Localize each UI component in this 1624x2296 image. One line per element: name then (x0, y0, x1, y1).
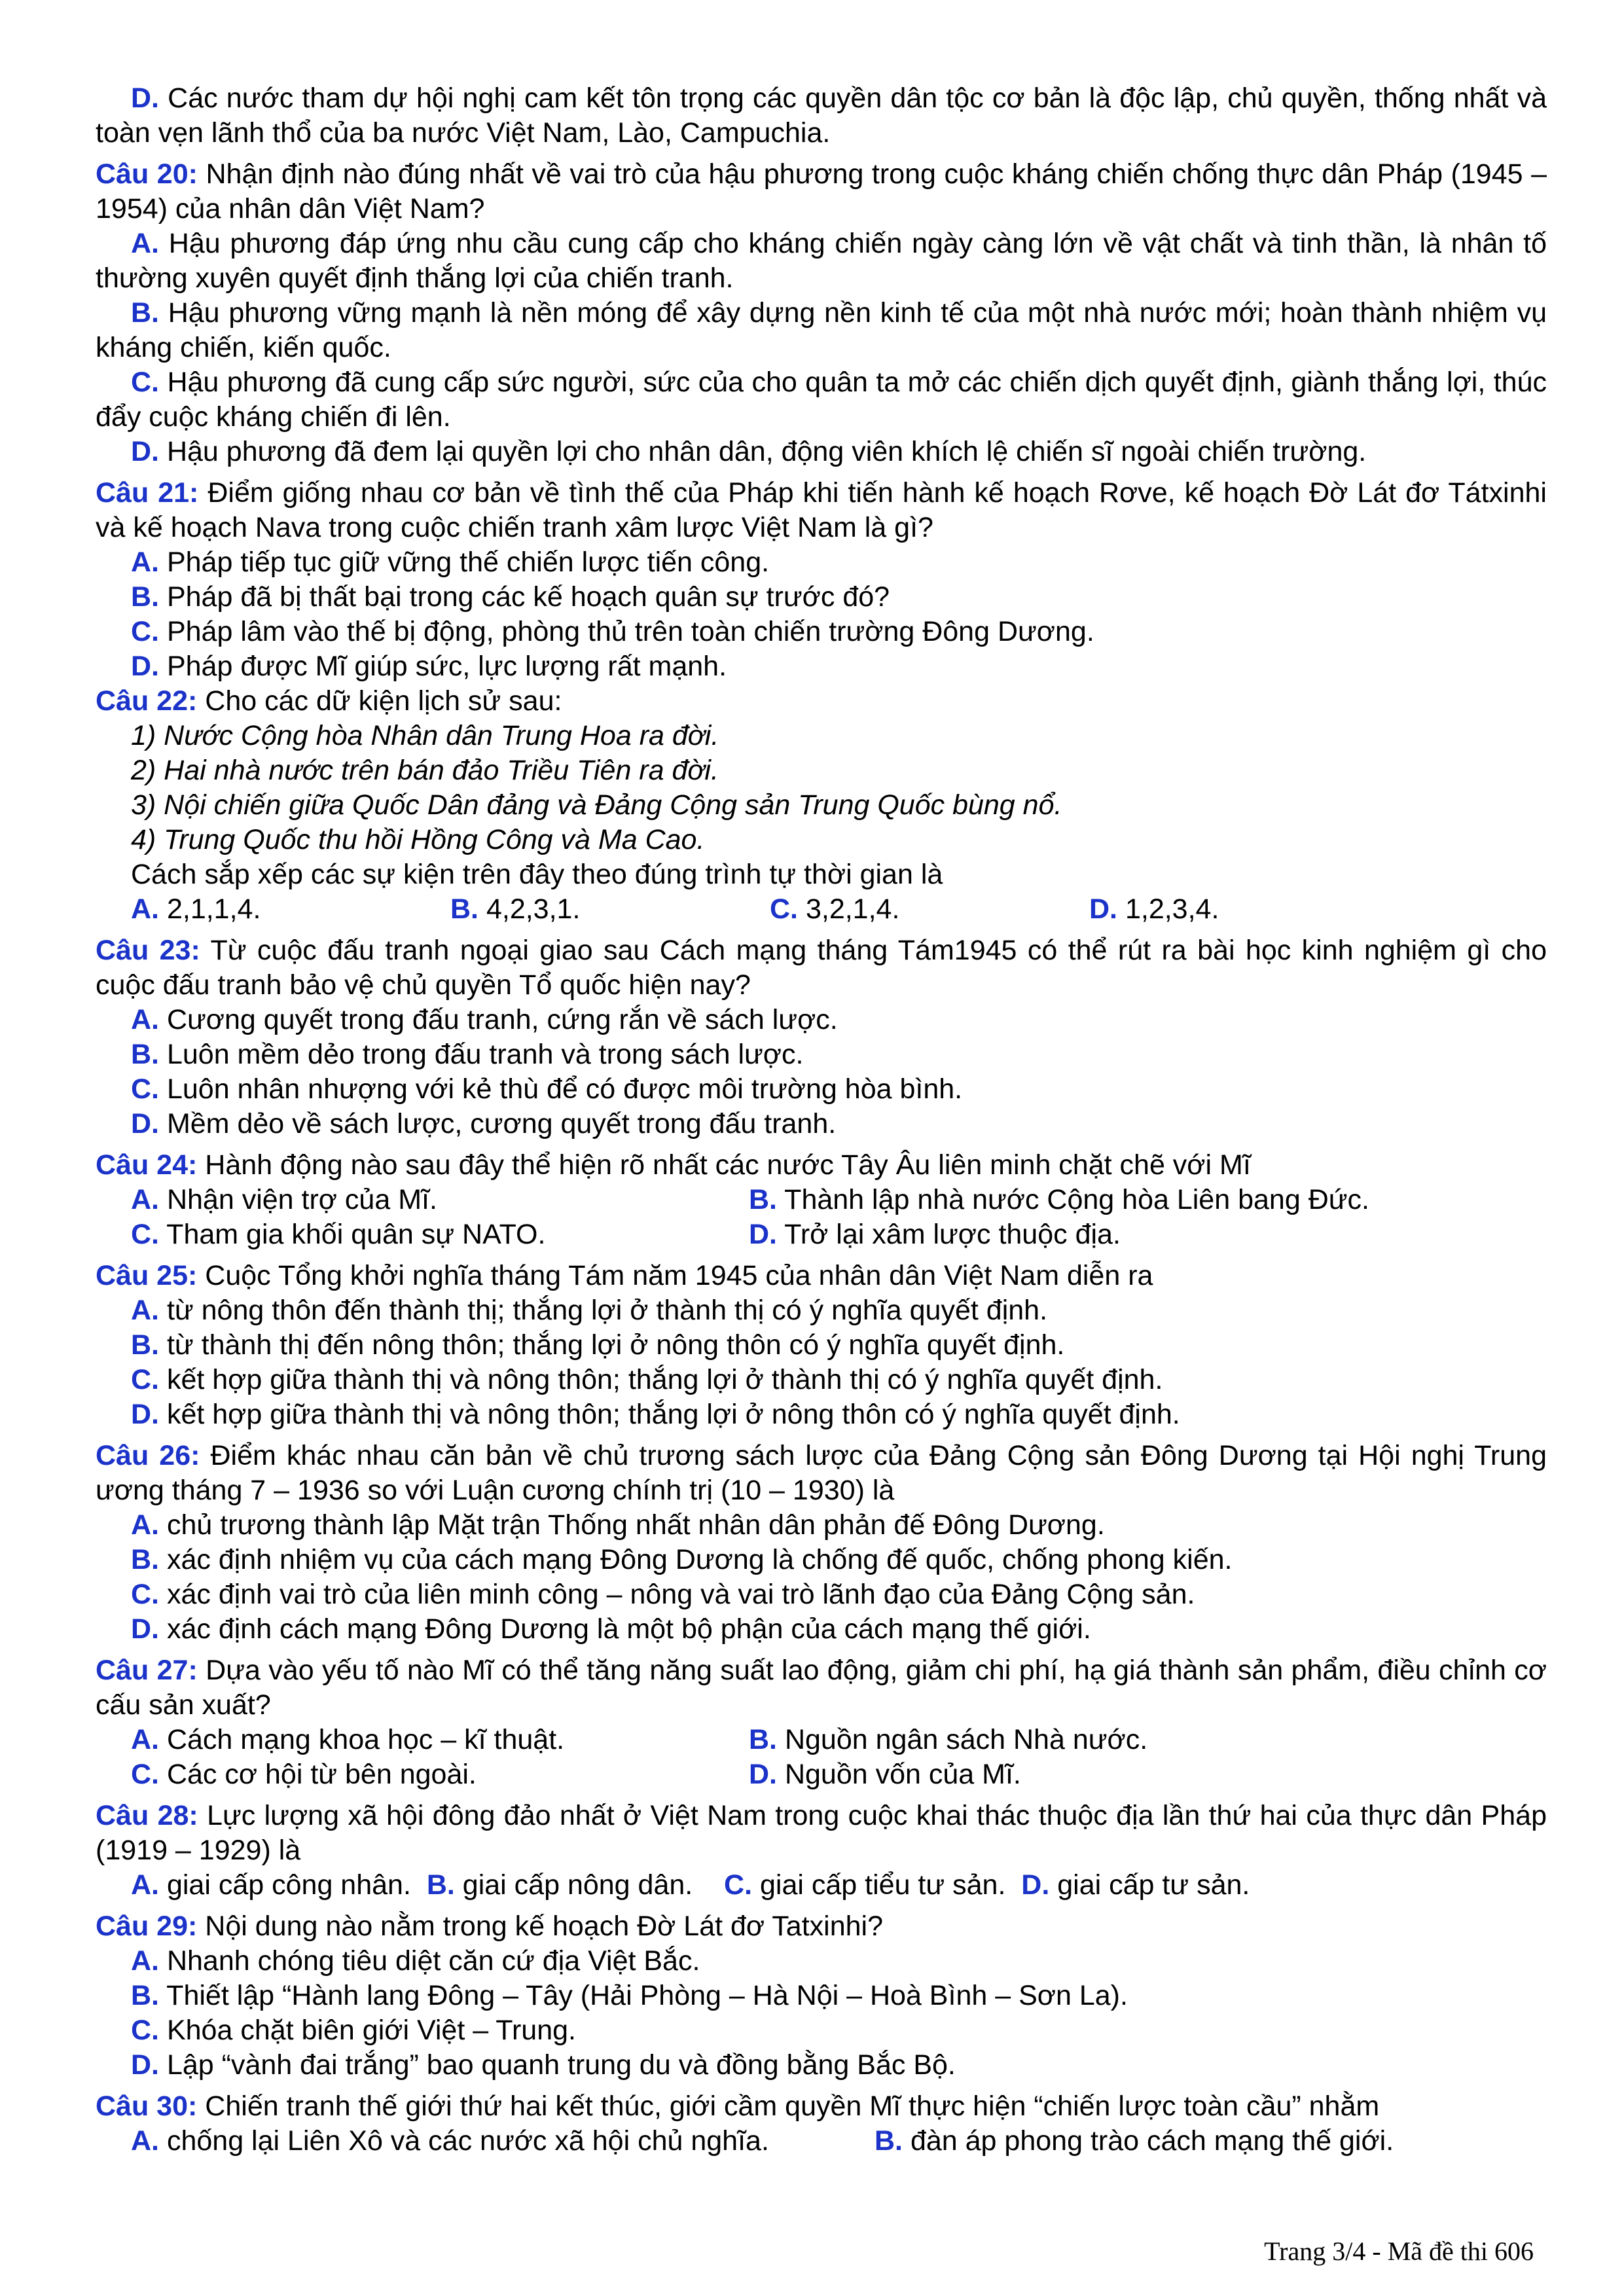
options-row (96, 1217, 1547, 1252)
question-25 (96, 1259, 1547, 1432)
option-d: D. Hậu phương đã đem lại quyền lợi cho nhân dân, động viên khích lệ chiến sĩ ngoài chiến trường. (131, 436, 1367, 467)
options-row (96, 1723, 1547, 1757)
option-a: A. giai cấp công nhân. (131, 1869, 411, 1901)
option-a: A. 2,1,1,4. (131, 893, 261, 925)
option-a: A. Nhận viện trợ của Mĩ. (131, 1184, 437, 1215)
option-a: A. chống lại Liên Xô và các nước xã hội chủ nghĩa. (131, 2125, 769, 2157)
options-row (96, 2124, 1547, 2159)
option-c: C. Pháp lâm vào thế bị động, phòng thủ trên toàn chiến trường Đông Dương. (131, 616, 1094, 647)
event-item: 2) Hai nhà nước trên bán đảo Triều Tiên ra đời. (131, 755, 719, 786)
option-c: C. 3,2,1,4. (770, 893, 900, 925)
question-19-tail (96, 81, 1547, 151)
options-row (96, 892, 1547, 927)
question-stem: Câu 25: Cuộc Tổng khởi nghĩa tháng Tám năm 1945 của nhân dân Việt Nam diễn ra (96, 1260, 1153, 1291)
question-26 (96, 1439, 1547, 1647)
option-d: D. Các nước tham dự hội nghị cam kết tôn trọng các quyền dân tộc cơ bản là độc lập, chủ quyền, thống nhất và toàn vẹn lãnh thổ của ba nước Việt Nam, Lào, Campuchia. (96, 82, 1547, 149)
option-c: C. kết hợp giữa thành thị và nông thôn; thắng lợi ở thành thị có ý nghĩa quyết định. (131, 1364, 1163, 1395)
question-stem: Câu 30: Chiến tranh thế giới thứ hai kết thúc, giới cầm quyền Mĩ thực hiện “chiến lược toàn cầu” nhằm (96, 2090, 1380, 2122)
option-b: B. Luôn mềm dẻo trong đấu tranh và trong sách lược. (131, 1039, 804, 1070)
question-prompt: Cách sắp xếp các sự kiện trên đây theo đúng trình tự thời gian là (131, 859, 943, 890)
page-footer: Trang 3/4 - Mã đề thi 606 (1264, 2236, 1534, 2266)
option-d: D. giai cấp tư sản. (1021, 1869, 1250, 1901)
option-b: B. từ thành thị đến nông thôn; thắng lợi ở nông thôn có ý nghĩa quyết định. (131, 1329, 1065, 1361)
question-23 (96, 933, 1547, 1141)
option-b: B. Thiết lập “Hành lang Đông – Tây (Hải Phòng – Hà Nội – Hoà Bình – Sơn La). (131, 1980, 1128, 2011)
question-stem: Câu 29: Nội dung nào nằm trong kế hoạch Đờ Lát đơ Tatxinhi? (96, 1910, 883, 1942)
option-c: C. giai cấp tiểu tư sản. (724, 1869, 1006, 1901)
question-24 (96, 1148, 1547, 1252)
question-20 (96, 157, 1547, 469)
option-d: D. Lập “vành đai trắng” bao quanh trung du và đồng bằng Bắc Bộ. (131, 2049, 956, 2081)
option-c: C. Luôn nhân nhượng với kẻ thù để có được môi trường hòa bình. (131, 1073, 963, 1105)
question-stem: Câu 22: Cho các dữ kiện lịch sử sau: (96, 685, 562, 717)
option-c: C. Hậu phương đã cung cấp sức người, sức của cho quân ta mở các chiến dịch quyết định, giành thắng lợi, thúc đẩy cuộc kháng chiến đi lên. (96, 367, 1547, 433)
option-a: A. Pháp tiếp tục giữ vững thế chiến lược tiến công. (131, 547, 770, 578)
option-c: C. Tham gia khối quân sự NATO. (131, 1219, 546, 1250)
option-c: C. Khóa chặt biên giới Việt – Trung. (131, 2015, 576, 2046)
question-27 (96, 1653, 1547, 1792)
question-21 (96, 476, 1547, 684)
option-a: A. từ nông thôn đến thành thị; thắng lợi ở thành thị có ý nghĩa quyết định. (131, 1295, 1048, 1326)
question-stem: Câu 21: Điểm giống nhau cơ bản về tình thế của Pháp khi tiến hành kế hoạch Rơve, kế hoạch Đờ Lát đơ Tátxinhi và kế hoạch Nava trong cuộc chiến tranh xâm lược Việt Nam là gì? (96, 477, 1547, 543)
option-b: B. Hậu phương vững mạnh là nền móng để xây dựng nền kinh tế của một nhà nước mới; hoàn thành nhiệm vụ kháng chiến, kiến quốc. (96, 297, 1547, 363)
event-item: 4) Trung Quốc thu hồi Hồng Công và Ma Cao. (131, 824, 705, 855)
option-b: B. đàn áp phong trào cách mạng thế giới. (875, 2125, 1394, 2157)
option-c: C. xác định vai trò của liên minh công – nông và vai trò lãnh đạo của Đảng Cộng sản. (131, 1579, 1195, 1610)
option-d: D. Trở lại xâm lược thuộc địa. (749, 1219, 1121, 1250)
option-a: A. Hậu phương đáp ứng nhu cầu cung cấp cho kháng chiến ngày càng lớn về vật chất và tinh thần, là nhân tố thường xuyên quyết định thắng lợi của chiến tranh. (96, 228, 1547, 294)
option-a: A. Cương quyết trong đấu tranh, cứng rắn về sách lược. (131, 1004, 838, 1035)
option-b: B. Nguồn ngân sách Nhà nước. (749, 1724, 1148, 1755)
options-row (96, 1183, 1547, 1217)
question-stem: Câu 23: Từ cuộc đấu tranh ngoại giao sau Cách mạng tháng Tám1945 có thể rút ra bài học kinh nghiệm gì cho cuộc đấu tranh bảo vệ chủ quyền Tổ quốc hiện nay? (96, 935, 1547, 1001)
option-d: D. xác định cách mạng Đông Dương là một bộ phận của cách mạng thế giới. (131, 1613, 1091, 1645)
option-b: B. xác định nhiệm vụ của cách mạng Đông Dương là chống đế quốc, chống phong kiến. (131, 1544, 1233, 1575)
options-row (96, 1868, 1547, 1903)
event-item: 3) Nội chiến giữa Quốc Dân đảng và Đảng Cộng sản Trung Quốc bùng nổ. (131, 789, 1062, 821)
option-b: B. 4,2,3,1. (450, 893, 581, 925)
event-item: 1) Nước Cộng hòa Nhân dân Trung Hoa ra đời. (131, 720, 719, 751)
question-29 (96, 1909, 1547, 2083)
option-d: D. Nguồn vốn của Mĩ. (749, 1759, 1021, 1790)
question-30 (96, 2089, 1547, 2159)
question-stem: Câu 20: Nhận định nào đúng nhất về vai trò của hậu phương trong cuộc kháng chiến chống thực dân Pháp (1945 – 1954) của nhân dân Việt Nam? (96, 158, 1547, 224)
option-d: D. kết hợp giữa thành thị và nông thôn; thắng lợi ở nông thôn có ý nghĩa quyết định. (131, 1399, 1180, 1430)
question-28 (96, 1799, 1547, 1903)
question-22 (96, 684, 1547, 927)
options-row (96, 1757, 1547, 1792)
option-a: A. Cách mạng khoa học – kĩ thuật. (131, 1724, 565, 1755)
question-stem: Câu 26: Điểm khác nhau căn bản về chủ trương sách lược của Đảng Cộng sản Đông Dương tại Hội nghị Trung ương tháng 7 – 1936 so với Luận cương chính trị (10 – 1930) là (96, 1440, 1547, 1506)
question-stem: Câu 28: Lực lượng xã hội đông đảo nhất ở Việt Nam trong cuộc khai thác thuộc địa lần thứ hai của thực dân Pháp (1919 – 1929) là (96, 1800, 1547, 1866)
option-d: D. 1,2,3,4. (1089, 893, 1219, 925)
option-c: C. Các cơ hội từ bên ngoài. (131, 1759, 477, 1790)
option-a: A. chủ trương thành lập Mặt trận Thống nhất nhân dân phản đế Đông Dương. (131, 1509, 1105, 1541)
option-d: D. Pháp được Mĩ giúp sức, lực lượng rất mạnh. (131, 651, 727, 682)
question-stem: Câu 24: Hành động nào sau đây thể hiện rõ nhất các nước Tây Âu liên minh chặt chẽ với Mĩ (96, 1149, 1251, 1181)
option-d: D. Mềm dẻo về sách lược, cương quyết trong đấu tranh. (131, 1108, 837, 1139)
option-b: B. giai cấp nông dân. (426, 1869, 693, 1901)
question-stem: Câu 27: Dựa vào yếu tố nào Mĩ có thể tăng năng suất lao động, giảm chi phí, hạ giá thành sản phẩm, điều chỉnh cơ cấu sản xuất? (96, 1655, 1547, 1721)
option-b: B. Pháp đã bị thất bại trong các kế hoạch quân sự trước đó? (131, 581, 890, 613)
option-a: A. Nhanh chóng tiêu diệt căn cứ địa Việt Bắc. (131, 1945, 700, 1977)
option-b: B. Thành lập nhà nước Cộng hòa Liên bang Đức. (749, 1184, 1369, 1215)
